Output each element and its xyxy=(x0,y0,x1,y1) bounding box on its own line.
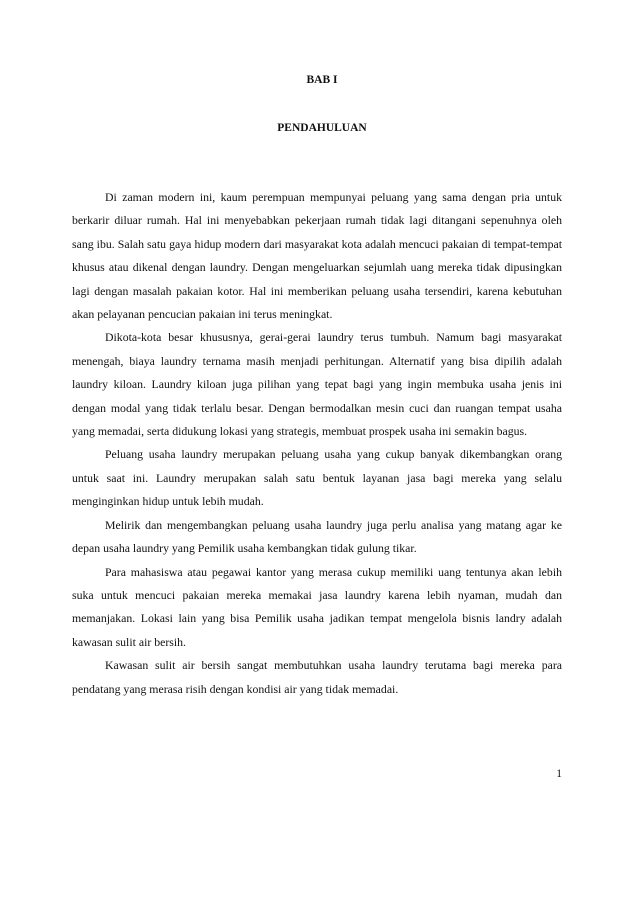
paragraph-2: Dikota-kota besar khususnya, gerai-gerai laundry terus tumbuh. Namum bagi masyarakat menengah, biaya laundry ternama masih menjadi perhitungan. Alternatif yang bisa dipilih adalah laundry kiloan. Laundry kiloan juga pilihan yang tepat bagi yang ingin membuka usaha jenis ini dengan modal yang tidak terlalu besar. Dengan bermodalkan mesin cuci dan ruangan tempat usaha yang memadai, serta didukung lokasi yang strategis, membuat prospek usaha ini semakin bagus. xyxy=(72,330,562,439)
page-number: 1 xyxy=(556,768,562,780)
chapter-title: PENDAHULUAN xyxy=(277,122,367,134)
paragraph-4: Melirik dan mengembangkan peluang usaha laundry juga perlu analisa yang matang agar ke depan usaha laundry yang Pemilik usaha kembangkan tidak gulung tikar. xyxy=(72,517,562,556)
body-text xyxy=(72,186,562,701)
chapter-number: BAB I xyxy=(306,74,338,86)
paragraph-5: Para mahasiswa atau pegawai kantor yang merasa cukup memiliki uang tentunya akan lebih suka untuk mencuci pakaian mereka memakai jasa laundry karena lebih nyaman, mudah dan memanjakan. Lokasi lain yang bisa Pemilik usaha jadikan tempat mengelola bisnis landry adalah kawasan sulit air bersih. xyxy=(72,564,562,649)
paragraph-1: Di zaman modern ini, kaum perempuan mempunyai peluang yang sama dengan pria untuk berkarir diluar rumah. Hal ini menyebabkan pekerjaan rumah tidak lagi ditangani sepenuhnya oleh sang ibu. Salah satu gaya hidup modern dari masyarakat kota adalah mencuci pakaian di tempat-tempat khusus atau dikenal dengan laundry. Dengan mengeluarkan sejumlah uang mereka tidak dipusingkan lagi dengan masalah pakaian kotor. Hal ini memberikan peluang usaha tersendiri, karena kebutuhan akan pelayanan pencucian pakaian ini terus meningkat. xyxy=(72,190,562,322)
paragraph-6: Kawasan sulit air bersih sangat membutuhkan usaha laundry terutama bagi mereka para pendatang yang merasa risih dengan kondisi air yang tidak memadai. xyxy=(72,658,562,696)
paragraph-3: Peluang usaha laundry merupakan peluang usaha yang cukup banyak dikembangkan orang untuk saat ini. Laundry merupakan salah satu bentuk layanan jasa bagi mereka yang selalu menginginkan hidup untuk lebih mudah. xyxy=(72,447,562,509)
